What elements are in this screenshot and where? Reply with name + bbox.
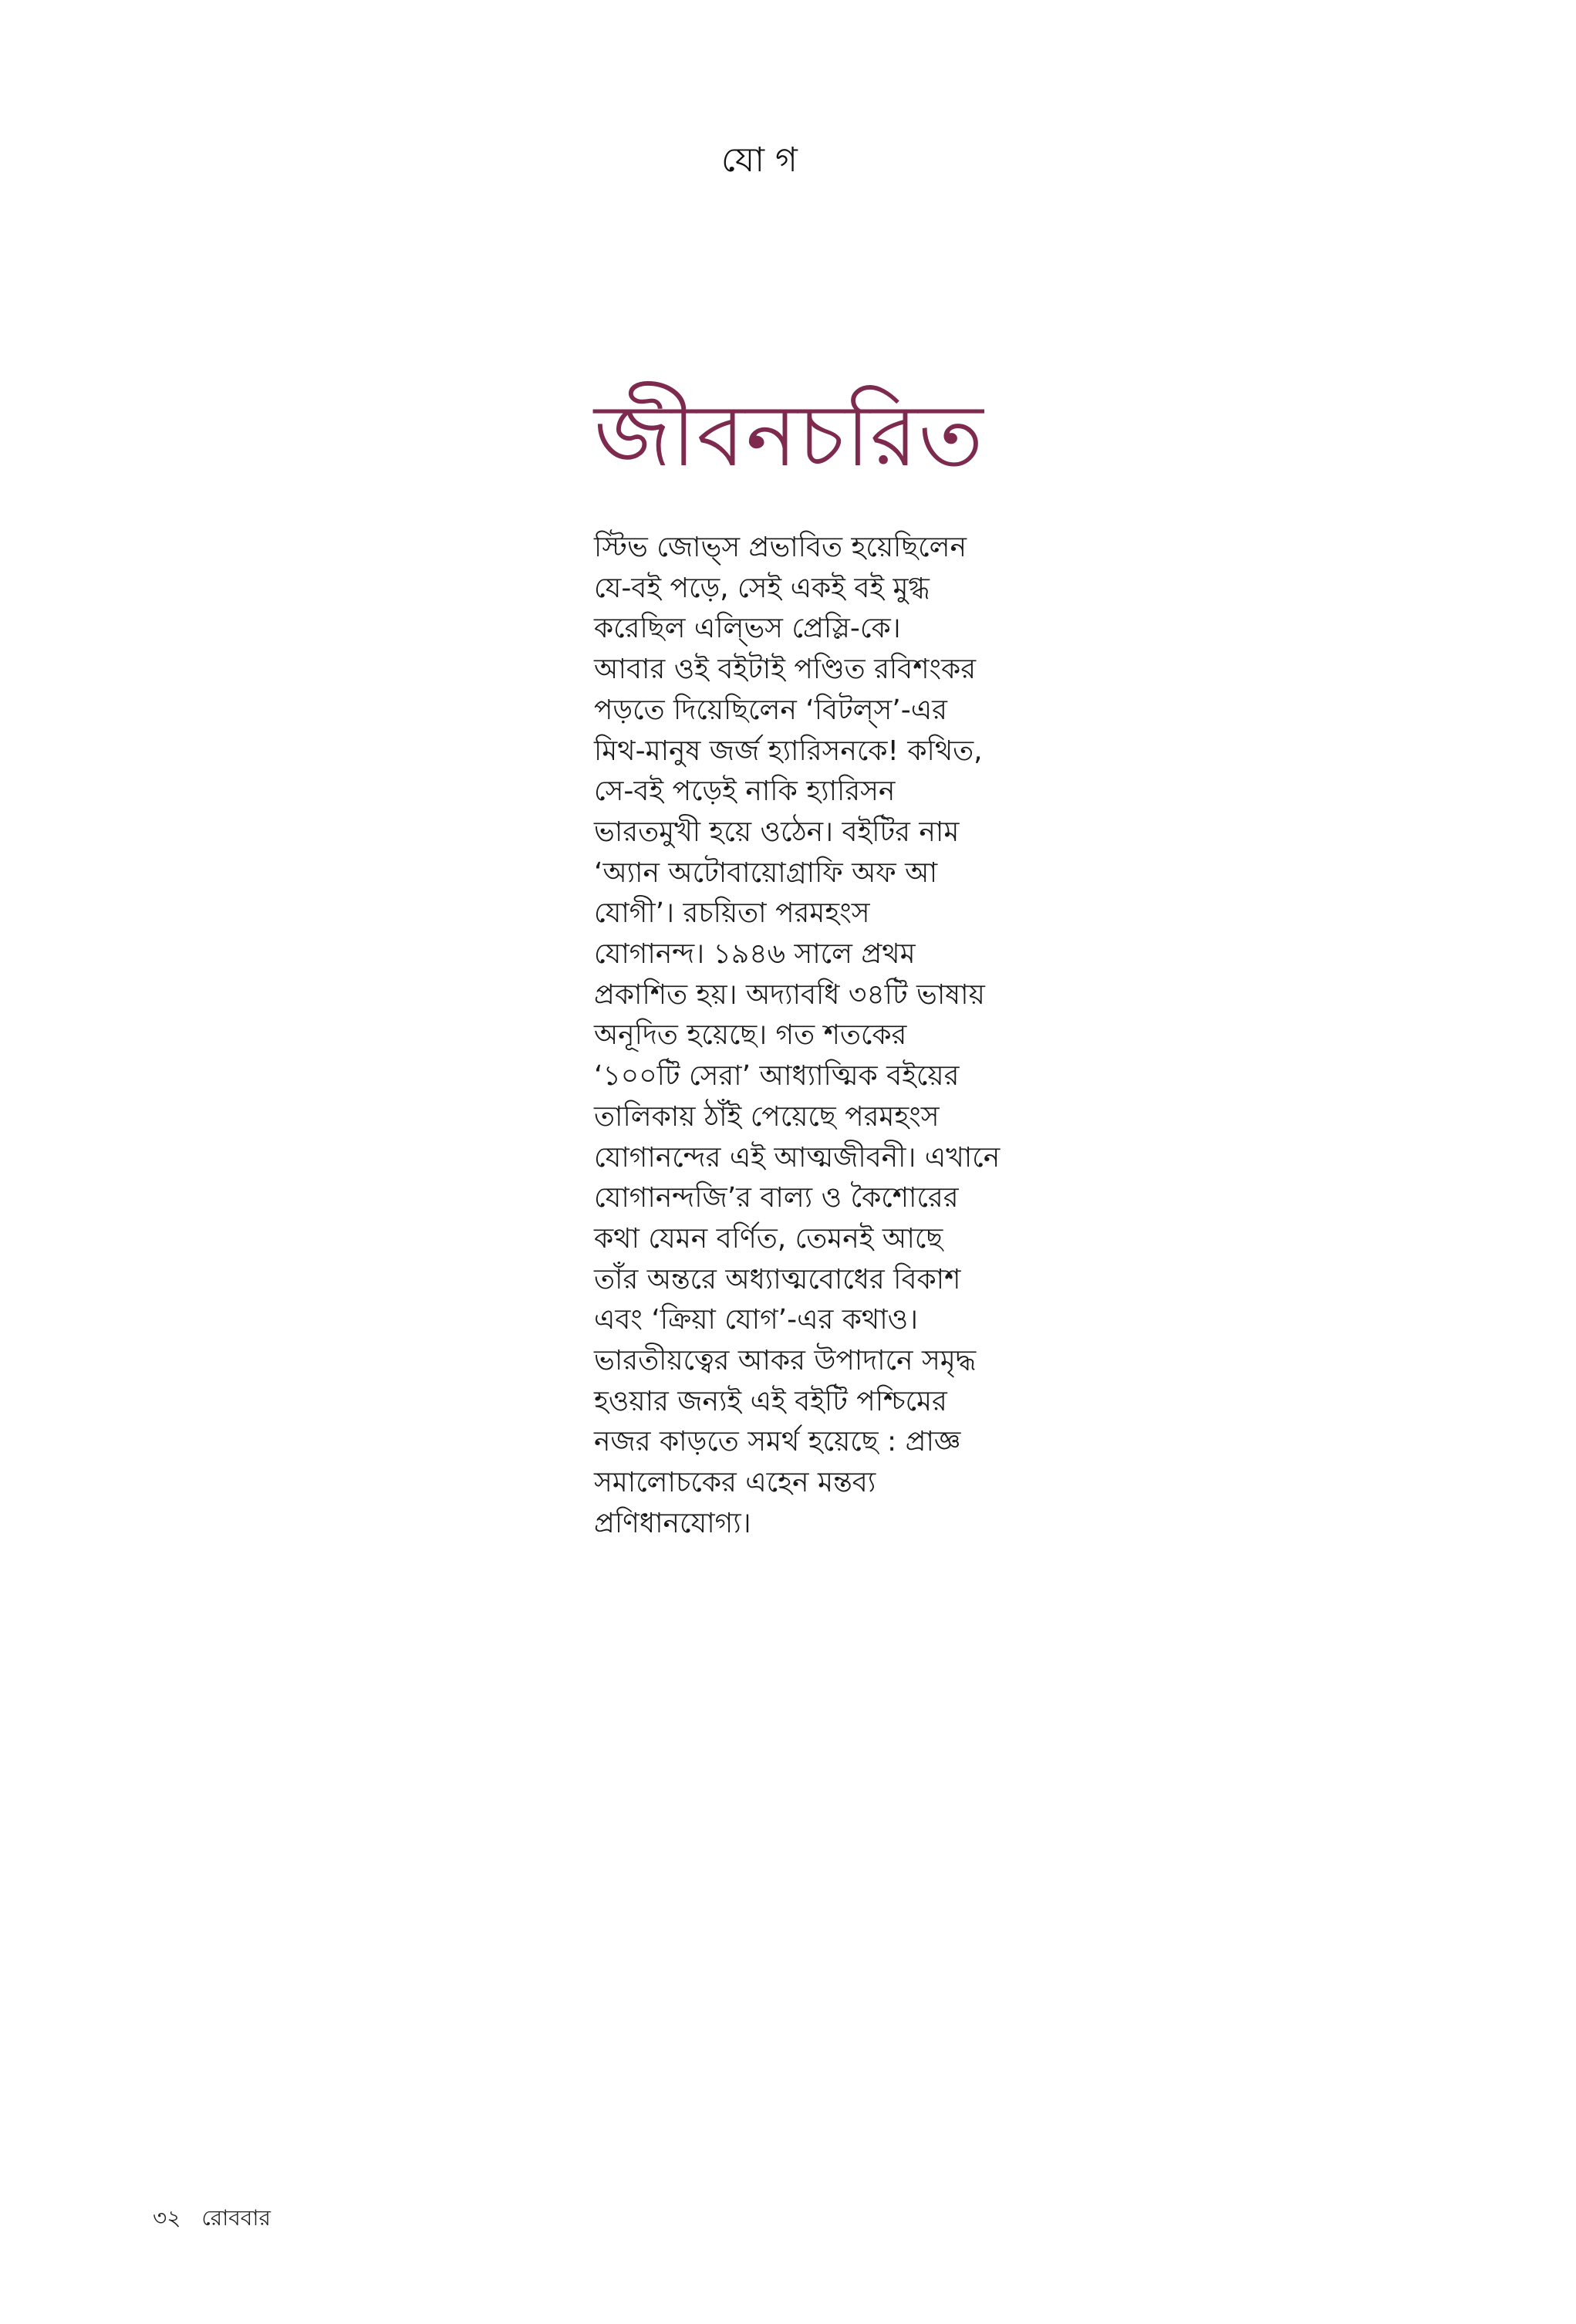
- body-line: যোগানন্দ। ১৯৪৬ সালে প্রথম: [594, 938, 916, 971]
- body-line: যোগানন্দজি’র বাল্য ও কৈশোরের: [594, 1182, 959, 1214]
- body-line: ‘অ্যান অটোবায়োগ্রাফি অফ আ: [594, 856, 938, 889]
- body-line: ‘১০০টি সেরা’ আধ্যাত্মিক বইয়ের: [594, 1060, 960, 1093]
- body-line: যে-বই পড়ে, সেই একই বই মুগ্ধ: [594, 572, 930, 604]
- article-body: [594, 528, 1026, 1545]
- body-line: তাঁর অন্তরে অধ্যাত্মবোধের বিকাশ: [594, 1263, 961, 1295]
- body-line: পড়তে দিয়েছিলেন ‘বিটল্স’-এর: [594, 694, 947, 726]
- body-line: নজর কাড়তে সমর্থ হয়েছে : প্রাজ্ঞ: [594, 1426, 961, 1458]
- body-line: মিথ-মানুষ জর্জ হ্যারিসনকে! কথিত,: [594, 735, 983, 767]
- body-line: সে-বই পড়েই নাকি হ্যারিসন: [594, 775, 896, 808]
- page-number: ৩২: [153, 2205, 181, 2231]
- body-line: অনূদিত হয়েছে। গত শতকের: [594, 1019, 907, 1052]
- body-line: হওয়ার জন্যই এই বইটি পশ্চিমের: [594, 1385, 947, 1417]
- body-line: কথা যেমন বর্ণিত, তেমনই আছে: [594, 1222, 943, 1255]
- article-title: জীবনচরিত: [594, 386, 984, 486]
- section-label: যো গ: [721, 140, 798, 180]
- body-line: যোগানন্দের এই আত্মজীবনী। এখানে: [594, 1141, 1001, 1174]
- body-line: প্রণিধানযোগ্য।: [594, 1507, 751, 1539]
- body-line: এবং ‘ক্রিয়া যোগ’-এর কথাও।: [594, 1304, 919, 1336]
- body-line: প্রকাশিত হয়। অদ্যাবধি ৩৪টি ভাষায়: [594, 978, 985, 1011]
- page-footer: [153, 2203, 271, 2234]
- body-line: আবার ওই বইটাই পণ্ডিত রবিশংকর: [594, 654, 977, 686]
- body-line: যোগী’। রচয়িতা পরমহংস: [594, 897, 870, 930]
- publication-name: রোববার: [201, 2205, 271, 2231]
- body-line: ভারতমুখী হয়ে ওঠেন। বইটির নাম: [594, 816, 960, 848]
- body-line: স্টিভ জোভ্স প্রভাবিত হয়েছিলেন: [594, 532, 967, 563]
- body-line: ভারতীয়ত্বের আকর উপাদানে সমৃদ্ধ: [594, 1345, 977, 1377]
- body-line: করেছিল এল্ভিস প্রেস্লি-কে।: [594, 613, 901, 645]
- body-line: তালিকায় ঠাঁই পেয়েছে পরমহংস: [594, 1100, 940, 1133]
- body-line: সমালোচকের এহেন মন্তব্য: [594, 1467, 876, 1499]
